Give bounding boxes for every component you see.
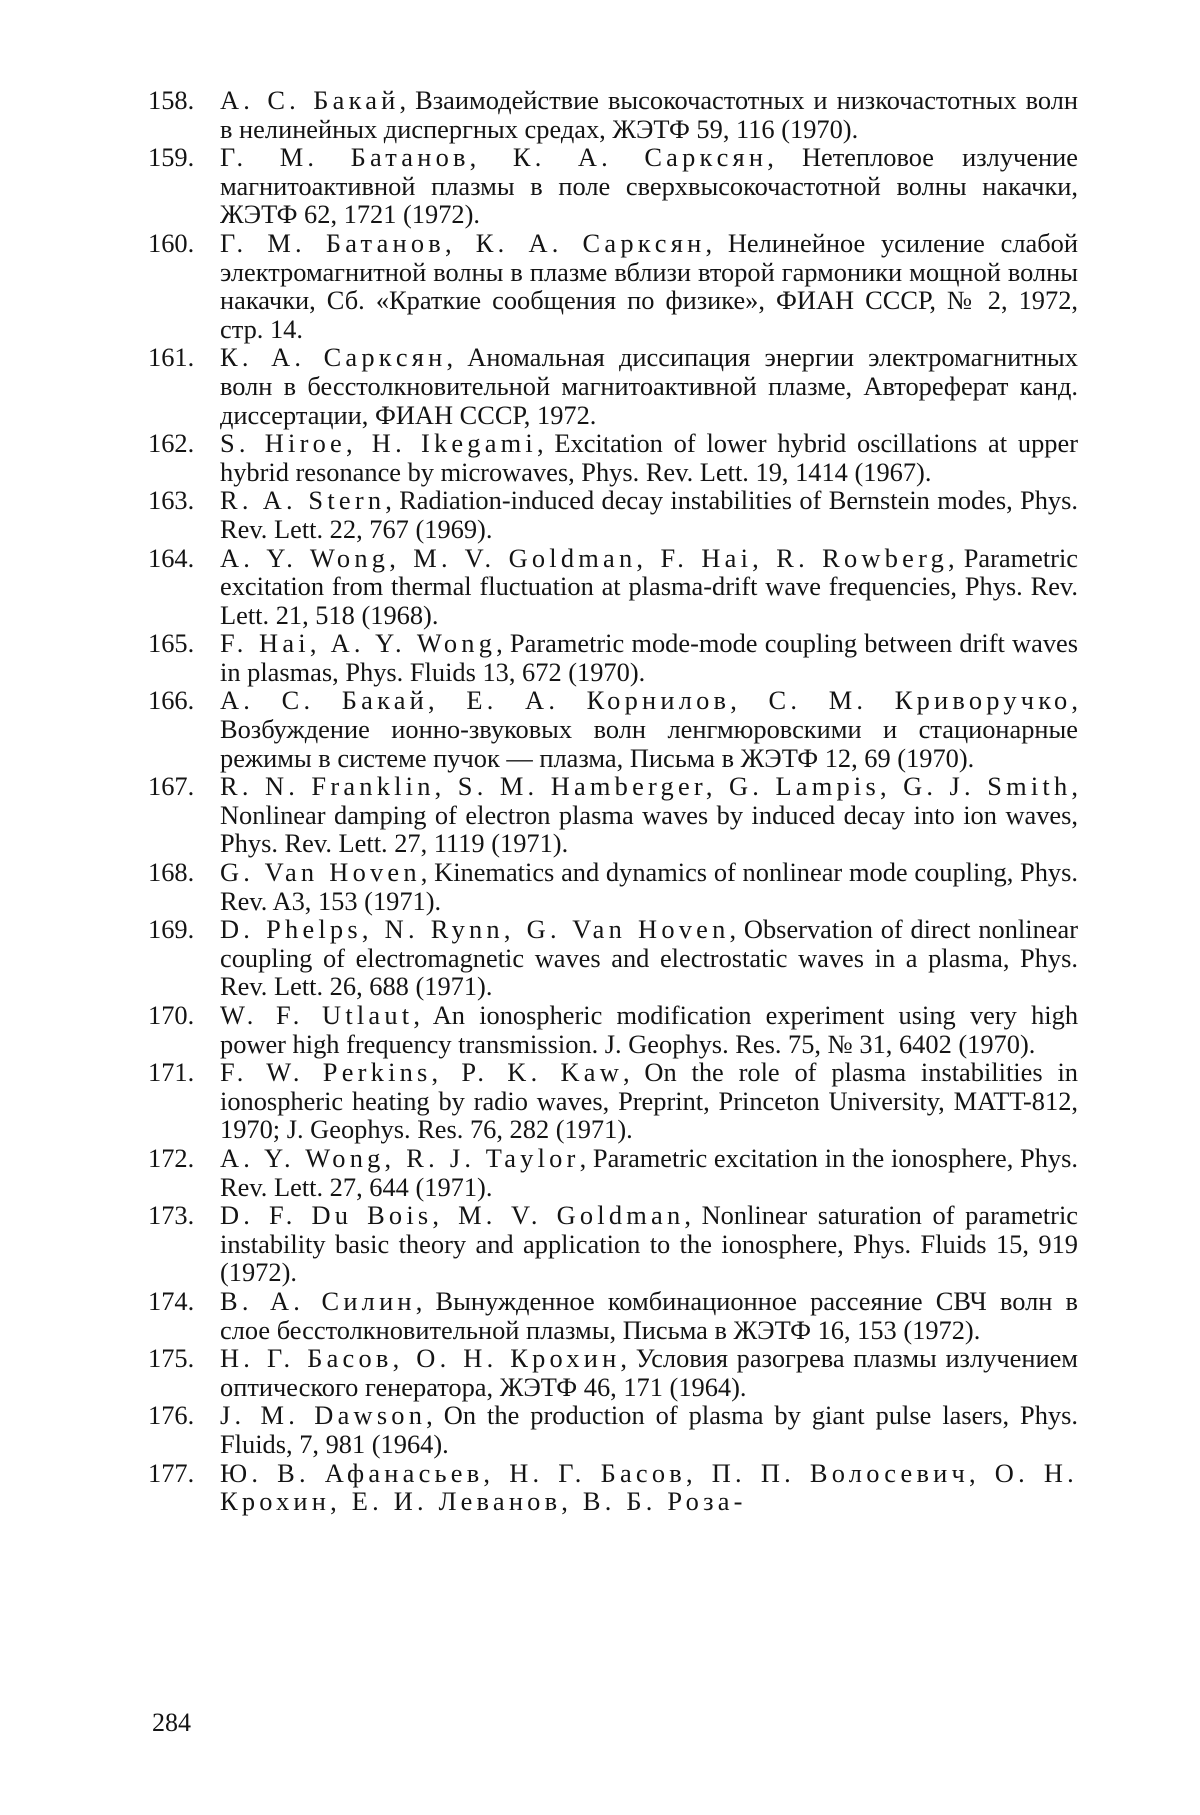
reference-item xyxy=(148,915,1078,1001)
reference-item xyxy=(148,486,1078,543)
reference-text: , Нелинейное усиление слабой электромагнитной волны в плазме вблизи второй гармоники мощной волны накачки, Сб. «Краткие сообщения по физике», ФИАН СССР, № 2, 1972, стр. 14. xyxy=(220,227,1078,344)
reference-text: , Аномальная диссипация энергии электромагнитных волн в бесстолкновительной магнитоактивной плазме, Автореферат канд. диссертации, ФИАН СССР, 1972. xyxy=(220,342,1078,430)
reference-authors: Н. Г. Басов, О. Н. Крохин xyxy=(220,1343,621,1374)
reference-page xyxy=(148,86,1078,1516)
reference-body xyxy=(220,772,1078,858)
reference-authors: J. M. Dawson xyxy=(220,1400,427,1431)
reference-body xyxy=(220,86,1078,143)
reference-text: , An ionospheric modification experiment using very high power high frequency transmission. J. Geophys. Res. 75, № 31, 6402 (1970). xyxy=(220,1000,1079,1059)
reference-body xyxy=(220,1201,1078,1287)
reference-text: , Kinematics and dynamics of nonlinear mode coupling, Phys. Rev. A3, 153 (1971). xyxy=(220,857,1078,916)
reference-list xyxy=(148,86,1078,1516)
reference-number: 165. xyxy=(148,628,195,659)
reference-number: 167. xyxy=(148,771,195,802)
reference-text: , Excitation of lower hybrid oscillations at upper hybrid resonance by microwaves, Phys. Rev. Lett. 19, 1414 (1967). xyxy=(220,428,1078,487)
reference-text: , Nonlinear damping of electron plasma waves by induced decay into ion waves, Phys. Rev. Lett. 27, 1119 (1971). xyxy=(220,771,1078,859)
reference-number: 172. xyxy=(148,1142,195,1173)
reference-body xyxy=(220,486,1078,543)
reference-number: 158. xyxy=(148,85,195,115)
reference-number: 160. xyxy=(148,227,195,258)
reference-authors: F. W. Perkins, P. K. Kaw xyxy=(220,1057,623,1088)
reference-text: , Parametric excitation in the ionosphere, Phys. Rev. Lett. 27, 644 (1971). xyxy=(220,1142,1078,1202)
reference-authors: F. Hai, A. Y. Wong xyxy=(220,628,497,659)
reference-text: , Parametric excitation from thermal fluctuation at plasma-drift wave frequencies, Phys. Rev. Lett. 21, 518 (1968). xyxy=(220,542,1078,630)
reference-number: 169. xyxy=(148,914,195,945)
reference-text: , Parametric mode-mode coupling between drift waves in plasmas, Phys. Fluids 13, 672 (1970). xyxy=(220,628,1078,687)
reference-number: 159. xyxy=(148,142,195,173)
reference-body xyxy=(220,343,1078,429)
reference-body xyxy=(220,1058,1078,1144)
reference-body xyxy=(220,1344,1078,1401)
reference-item xyxy=(148,1344,1078,1401)
reference-authors: А. С. Бакай, Е. А. Корнилов, С. М. Криворучко xyxy=(220,685,1072,716)
reference-number: 171. xyxy=(148,1057,195,1088)
reference-text: , Вынужденное комбинационное рассеяние СВЧ волн в слое бесстолкновительной плазмы, Письма в ЖЭТФ 16, 153 (1972). xyxy=(220,1285,1078,1345)
reference-authors: К. А. Саркcян xyxy=(220,342,447,373)
reference-number: 174. xyxy=(148,1285,195,1316)
reference-body xyxy=(220,544,1078,630)
reference-number: 176. xyxy=(148,1400,195,1431)
reference-authors: R. N. Franklin, S. M. Hamberger, G. Lampis, G. J. Smith xyxy=(220,771,1072,802)
reference-authors: W. F. Utlaut xyxy=(220,1000,414,1030)
reference-body xyxy=(220,1001,1078,1058)
reference-item xyxy=(148,1401,1078,1458)
reference-item xyxy=(148,1144,1078,1201)
reference-item xyxy=(148,143,1078,229)
reference-body xyxy=(220,1287,1078,1344)
reference-item xyxy=(148,1287,1078,1344)
reference-body xyxy=(220,858,1078,915)
reference-text: , Условия разогрева плазмы излучением оптического генератора, ЖЭТФ 46, 171 (1964). xyxy=(220,1343,1078,1402)
reference-body xyxy=(220,429,1078,486)
reference-text: , Взаимодействие высокочастотных и низкочастотных волн в нелинейных диспергных средах, ЖЭТФ 59, 116 (1970). xyxy=(220,85,1078,144)
reference-number: 162. xyxy=(148,428,195,459)
reference-body xyxy=(220,1459,1078,1516)
reference-authors: S. Hiroe, H. Ikegami xyxy=(220,428,537,459)
reference-text: , Возбуждение ионно-звуковых волн ленгмюровскими и стационарные режимы в системе пучок — плазма, Письма в ЖЭТФ 12, 69 (1970). xyxy=(220,685,1078,773)
reference-authors: А. С. Бакай xyxy=(220,85,400,115)
reference-body xyxy=(220,143,1078,229)
reference-item xyxy=(148,772,1078,858)
reference-number: 161. xyxy=(148,342,195,373)
reference-item xyxy=(148,1201,1078,1287)
reference-body xyxy=(220,1144,1078,1201)
reference-item xyxy=(148,86,1078,143)
reference-authors: Г. М. Батанов, К. А. Саркcян xyxy=(220,227,706,258)
reference-authors: D. F. Du Bois, M. V. Goldman xyxy=(220,1200,685,1231)
reference-body xyxy=(220,229,1078,343)
reference-text: , On the role of plasma instabilities in ionospheric heating by radio waves, Preprint, Princeton University, MATT-812, 1970; J. Geophys. Res. 76, 282 (1971). xyxy=(220,1057,1078,1145)
reference-body xyxy=(220,915,1078,1001)
reference-authors: A. Y. Wong, R. J. Taylor xyxy=(220,1142,580,1173)
reference-item xyxy=(148,429,1078,486)
reference-number: 170. xyxy=(148,1000,195,1030)
reference-authors: R. A. Stern xyxy=(220,485,386,516)
reference-item xyxy=(148,1058,1078,1144)
reference-body xyxy=(220,686,1078,772)
reference-text: , Nonlinear saturation of parametric instability basic theory and application to the ionosphere, Phys. Fluids 15, 919 (1972). xyxy=(220,1200,1078,1288)
reference-item xyxy=(148,858,1078,915)
reference-number: 168. xyxy=(148,857,195,888)
reference-number: 163. xyxy=(148,485,195,516)
reference-authors: Г. М. Батанов, К. А. Саркcян xyxy=(220,142,768,173)
reference-authors: D. Phelps, N. Rynn, G. Van Hoven xyxy=(220,914,730,945)
reference-authors: G. Van Hoven xyxy=(220,857,421,888)
reference-item xyxy=(148,229,1078,343)
reference-text: , Нетепловое излучение магнитоактивной плазмы в поле сверхвысокочастотной волны накачки, ЖЭТФ 62, 1721 (1972). xyxy=(220,142,1078,230)
reference-number: 177. xyxy=(148,1457,195,1488)
reference-item xyxy=(148,544,1078,630)
reference-number: 173. xyxy=(148,1200,195,1231)
reference-number: 175. xyxy=(148,1343,195,1374)
reference-text: , Observation of direct nonlinear coupling of electromagnetic waves and electrostatic waves in a plasma, Phys. Rev. Lett. 26, 688 (1971). xyxy=(220,914,1079,1002)
reference-text: , On the production of plasma by giant pulse lasers, Phys. Fluids, 7, 981 (1964). xyxy=(220,1400,1078,1459)
page-number: 284 xyxy=(152,1708,191,1737)
reference-body xyxy=(220,629,1078,686)
reference-number: 164. xyxy=(148,542,195,573)
reference-text: , Radiation-induced decay instabilities of Bernstein modes, Phys. Rev. Lett. 22, 767 (1969). xyxy=(220,485,1079,544)
reference-item xyxy=(148,1001,1078,1058)
reference-item xyxy=(148,629,1078,686)
reference-authors: A. Y. Wong, M. V. Goldman, F. Hai, R. Rowberg xyxy=(220,542,949,573)
reference-authors: В. А. Силин xyxy=(220,1285,416,1316)
reference-body xyxy=(220,1401,1078,1458)
reference-item xyxy=(148,1459,1078,1516)
reference-item xyxy=(148,343,1078,429)
reference-number: 166. xyxy=(148,685,195,716)
reference-authors: Ю. В. Афанасьев, Н. Г. Басов, П. П. Волосевич, О. Н. Крохин, Е. И. Леванов, В. Б. Роза- xyxy=(220,1457,1078,1517)
reference-item xyxy=(148,686,1078,772)
